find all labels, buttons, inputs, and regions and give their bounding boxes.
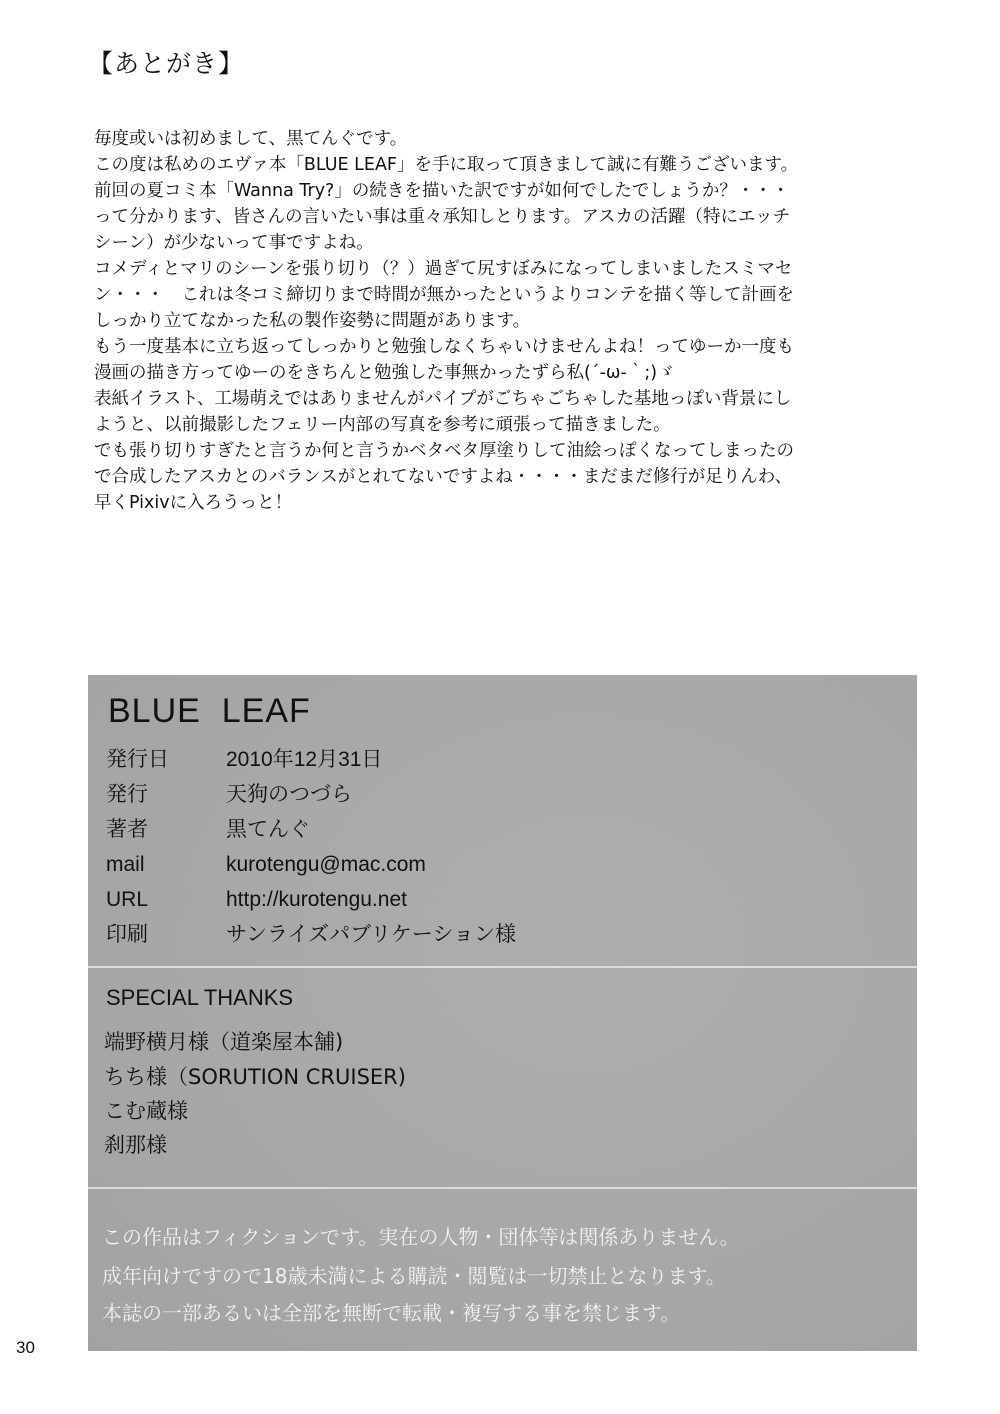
afterword-heading: 【あとがき】 — [88, 49, 245, 78]
body-line: 前回の夏コミ本「Wanna Try?」の続きを描いた訳ですが如何でしたでしょうか？・・・ — [94, 181, 790, 201]
body-line: ン・・・ これは冬コミ締切りまで時間が無かったというよりコンテを描く等して計画を — [94, 285, 794, 305]
info-value: サンライズパブリケーション様 — [226, 923, 517, 946]
page-number: 30 — [16, 1338, 35, 1357]
body-line: でも張り切りすぎたと言うか何と言うかベタベタ厚塗りして油絵っぽくなってしまったの — [94, 441, 794, 461]
info-label: 発行 — [106, 783, 148, 806]
info-value: 天狗のつづら — [226, 783, 352, 806]
divider — [88, 966, 917, 968]
info-label: mail — [106, 853, 145, 876]
body-line: しっかり立てなかった私の製作姿勢に問題があります。 — [94, 311, 531, 331]
divider — [88, 1187, 917, 1189]
thanks-item: ちち様（SORUTION CRUISER) — [104, 1065, 406, 1089]
body-line: コメディとマリのシーンを張り切り（？）過ぎて尻すぼみになってしまいましたスミマセ — [94, 259, 793, 279]
body-line: 表紙イラスト、工場萌えではありませんがパイプがごちゃごちゃした基地っぽい背景にし — [94, 389, 792, 409]
thanks-item: 刹那様 — [104, 1133, 167, 1157]
body-line: って分かります、皆さんの言いたい事は重々承知しとります。アスカの活躍（特にエッチ — [94, 207, 791, 227]
colophon-title: BLUE LEAF — [108, 692, 311, 730]
info-label: 著者 — [106, 818, 148, 841]
afterword-body — [94, 126, 974, 516]
body-line: シーン）が少ないって事ですよね。 — [94, 233, 374, 253]
body-line: 早くPixivに入ろうっと！ — [94, 493, 293, 513]
info-value: 2010年12月31日 — [226, 748, 383, 771]
thanks-item: こむ蔵様 — [104, 1099, 188, 1123]
colophon-box — [88, 675, 917, 1351]
disclaimer-line: 成年向けですので18歳未満による購読・閲覧は一切禁止となります。 — [102, 1264, 726, 1288]
body-line: 漫画の描き方ってゆーのをきちんと勉強した事無かったずら私(´-ω-｀;)ゞ — [94, 363, 675, 383]
info-label: URL — [106, 888, 149, 911]
info-label: 印刷 — [106, 923, 148, 946]
info-value: http://kurotengu.net — [226, 888, 407, 911]
body-line: もう一度基本に立ち返ってしっかりと勉強しなくちゃいけませんよね！ってゆーか一度も — [94, 337, 794, 357]
body-line: この度は私めのエヴァ本「BLUE LEAF」を手に取って頂きまして誠に有難うございます。 — [94, 155, 799, 175]
info-value: kurotengu@mac.com — [226, 853, 426, 876]
body-line: ようと、以前撮影したフェリー内部の写真を参考に頑張って描きました。 — [94, 415, 671, 435]
info-value: 黒てんぐ — [226, 818, 310, 841]
disclaimer-line: この作品はフィクションです。実在の人物・団体等は関係ありません。 — [102, 1225, 740, 1249]
disclaimer-line: 本誌の一部あるいは全部を無断で転載・複写する事を禁じます。 — [102, 1301, 681, 1325]
body-line: で合成したアスカとのバランスがとれてないですよね・・・・まだまだ修行が足りんわ、 — [94, 467, 793, 487]
body-line: 毎度或いは初めまして、黒てんぐです。 — [94, 129, 408, 149]
thanks-item: 端野横月様（道楽屋本舗) — [104, 1030, 344, 1054]
info-label: 発行日 — [106, 748, 169, 771]
special-thanks-title: SPECIAL THANKS — [106, 985, 294, 1010]
